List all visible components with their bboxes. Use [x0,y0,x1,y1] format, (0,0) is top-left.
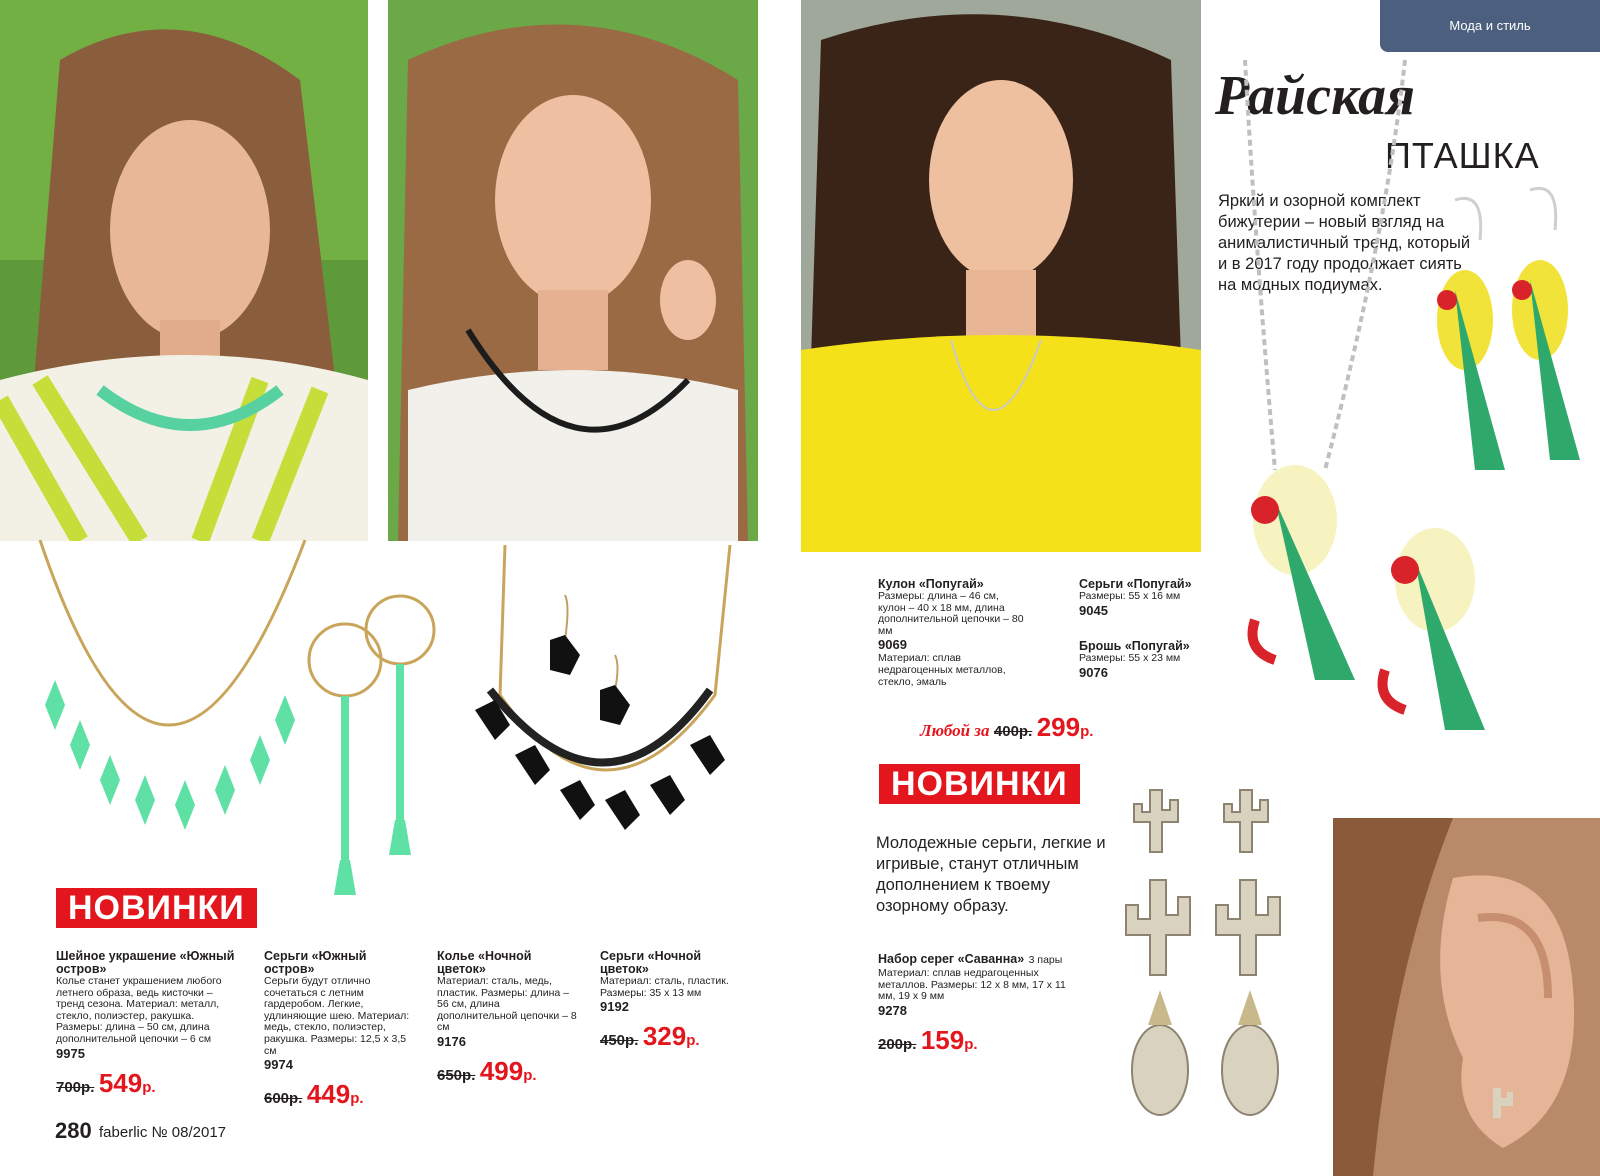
product-description: Размеры: 55 х 23 мм [1079,652,1181,664]
product-name-line [878,950,1078,968]
product-code: 9278 [878,1002,907,1018]
page-number: 280 [55,1118,92,1143]
new-price: 449р. [306,1079,364,1110]
model-photo-1 [0,0,368,541]
product-savanna-set [878,950,1078,1056]
product-code: 9076 [1079,664,1108,680]
parrot-jewelry-image [1215,40,1600,760]
product-name: Брошь «Попугай» [1079,639,1190,653]
product-description: Серьги будут отлично сочетаться с летним гардеробом. Легкие, удлиняющие шею. Материал: медь, стекло, полиэстер, ракушка. Размеры: 12,5 х 3,5 см [264,975,410,1057]
new-badge-left: НОВИНКИ [56,888,257,928]
parrot-price-block [920,712,1093,743]
old-price: 600р. [264,1090,303,1108]
product-description: Материал: сталь, медь, пластик. Размеры: длина – 56 см, длина дополнительной цепочки – 8 см [437,975,577,1034]
product-code: 9069 [878,637,907,653]
section-tab: Мода и стиль [1380,0,1600,52]
product-description: Колье станет украшением любого летнего образа, ведь кисточки – тренд сезона. Материал: металл, стекло, полиэстер, ракушка. Размеры: длина – 50 см, длина дополнительной цепочки – 6 см [56,975,222,1045]
product-code: 9045 [1079,602,1108,618]
product-name: Шейное украшение «Южный остров» [56,949,235,976]
product-qty: 3 пары [1028,954,1063,966]
product-name: Серьги «Ночной цветок» [600,949,702,976]
product-name: Серьги «Попугай» [1079,577,1192,591]
product-night-flower-necklace [437,950,582,1087]
price-block [878,1025,1078,1056]
new-badge-right: НОВИНКИ [879,764,1080,804]
old-price: 450р. [600,1032,639,1050]
new-price: 499р. [479,1055,537,1086]
product-code: 9176 [437,1033,466,1049]
product-parrot-brooch [1079,640,1209,681]
product-code: 9192 [600,999,629,1015]
product-name: Набор серег «Саванна» [878,952,1025,966]
savanna-earrings-image [1120,780,1300,1140]
model-photo-2 [388,0,758,541]
product-south-island-earrings [264,950,414,1110]
south-island-necklace-image [25,530,320,850]
product-description: Материал: сплав недрагоценных металлов. Размеры: 12 х 8 мм, 17 х 11 мм, 19 х 9 мм [878,967,1066,1003]
page-subtitle: ПТАШКА [1385,135,1540,176]
old-price: 650р. [437,1066,476,1084]
catalog-brand: faberlic № 08/2017 [99,1124,227,1141]
product-south-island-necklace [56,950,241,1099]
new-price: 299р. [1036,712,1094,742]
product-name: Колье «Ночной цветок» [437,949,532,976]
product-description: Материал: сталь, пластик. Размеры: 35 х 13 мм [600,975,729,999]
product-code: 9975 [56,1045,85,1061]
intro-text: Яркий и озорной комплект бижутерии – новый взгляд на анималистичный тренд, который и в 2017 году продолжает сиять на модных подиумах. [1218,192,1471,294]
old-price: 200р. [878,1035,917,1053]
product-name: Серьги «Южный остров» [264,949,367,976]
new-price: 549р. [98,1067,156,1098]
model-photo-3 [801,0,1201,552]
product-description: Размеры: 55 х 16 мм [1079,590,1181,602]
night-flower-necklace-image [455,545,755,865]
new-price: 159р. [920,1024,978,1055]
page-title: Райская [1215,65,1415,127]
product-parrot-earrings [1079,578,1209,619]
product-name: Кулон «Попугай» [878,577,984,591]
ear-photo [1333,818,1600,1176]
old-price: 400р. [993,723,1033,740]
price-label: Любой за [920,721,990,740]
product-night-flower-earrings [600,950,730,1052]
price-block [264,1079,414,1110]
product-code: 9974 [264,1057,293,1073]
product-material: Материал: сплав недрагоценных металлов, стекло, эмаль [878,652,1006,688]
price-block [56,1068,241,1099]
product-parrot-pendant [878,578,1028,688]
south-island-earrings-image [300,560,440,900]
price-block [437,1056,582,1087]
product-description: Размеры: длина – 46 см, кулон – 40 х 18 мм, длина дополнительной цепочки – 80 мм [878,590,1024,637]
price-block [600,1021,730,1052]
new-price: 329р. [642,1021,700,1052]
teen-earrings-text: Молодежные серьги, легкие и игривые, станут отличным дополнением к твоему озорному образу. [876,834,1106,915]
old-price: 700р. [56,1078,95,1096]
